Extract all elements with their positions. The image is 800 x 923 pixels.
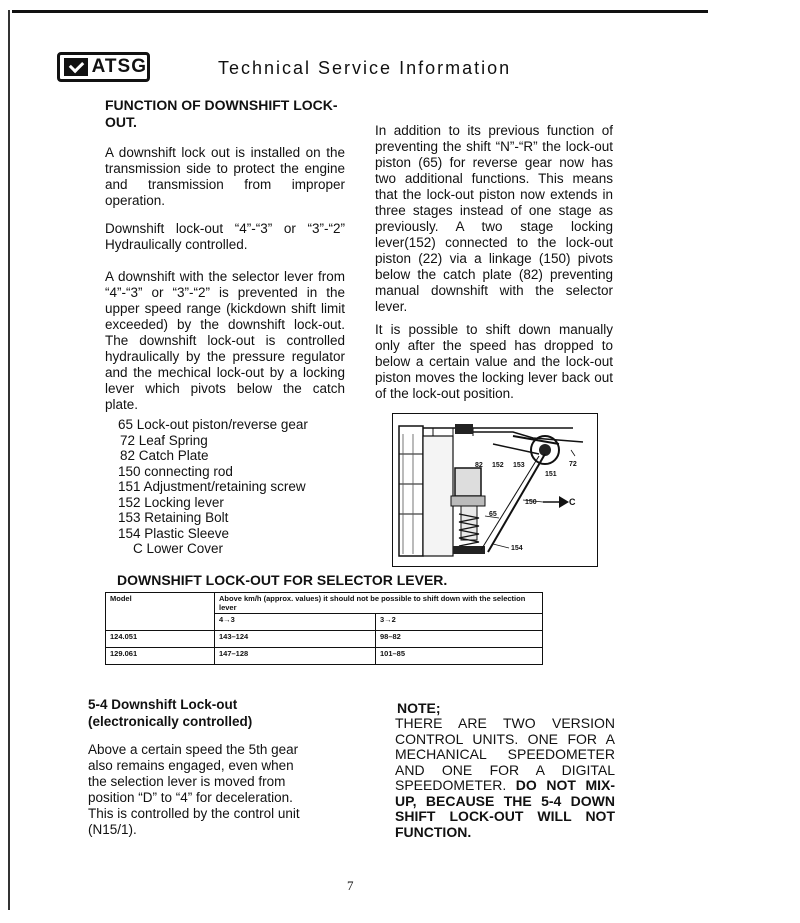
paragraph: In addition to its previous function of preventing the shift “N”-“R” the lock-out piston (65) for reverse gear now has two additional functions. This means that the lock-out piston now extends in three stages instead of one stage as previously. A two stage locking lever(152) connected to the lock-out piston (22) via a linkage (150) pivots below the catch plate (82) preventing manual downshift with the selector lever. [375,123,613,314]
diagram-label-154: 154 [511,545,523,552]
logo-text: ATSG [91,56,147,77]
table-header-model: Model [106,593,215,631]
lockout-diagram-drawing [393,414,597,566]
legend-item: 82 Catch Plate [120,448,209,463]
paragraph: A downshift with the selector lever from “4”-“3” or “3”-“2” is prevented in the upper speed range (kickdown shift limit exceeded) by the downshift lock-out. The downshift lock-out is controlled hydraulically by the pressure regulator and the mechical lock-out by a locking lever which pivots below the catch plate. [105,269,345,412]
legend-item: 153 Retaining Bolt [118,510,229,525]
table-cell-4-3: 147–128 [215,648,376,665]
diagram-label-152: 152 [492,462,504,469]
table-cell-model: 124.051 [106,631,215,648]
parts-legend [118,417,308,557]
note-body [395,716,615,840]
lockout-diagram [392,413,598,567]
table-subheader-4-3: 4→3 [215,614,376,631]
diagram-label-153: 153 [513,462,525,469]
table-row [106,631,543,648]
page-title: Technical Service Information [218,58,512,78]
diagram-label-72: 72 [569,461,577,468]
page-number: 7 [347,878,354,893]
legend-item: 154 Plastic Sleeve [118,525,230,541]
diagram-label-65: 65 [489,511,497,518]
diagram-label-82: 82 [475,462,483,469]
section-heading [88,696,328,730]
note-text: THERE ARE TWO VERSION CONTROL UNITS. ONE FOR A MECHANICAL SPEEDOMETER AND ONE FOR A DIGITAL SPEEDOMETER. [395,715,615,793]
diagram-label-c: C [569,497,576,507]
legend-item: 152 Locking lever [118,494,224,510]
paragraph: A downshift lock out is installed on the transmission side to protect the engine and transmission from improper operation. [105,145,345,208]
top-rule [12,10,708,13]
legend-item: 151 Adjustment/retaining screw [118,479,306,494]
lockout-table [105,592,543,665]
table-cell-3-2: 101–85 [376,648,543,665]
diagram-label-151: 151 [545,471,557,478]
table-subheader-3-2: 3→2 [376,614,543,631]
table-title: DOWNSHIFT LOCK-OUT FOR SELECTOR LEVER. [117,572,448,588]
table-row [106,593,543,614]
left-margin-rule [8,10,10,910]
legend-item: 65 Lock-out piston/reverse gear [118,417,308,432]
table-row [106,648,543,665]
legend-item: 72 Leaf Spring [120,432,208,448]
section-heading-line: 5-4 Downshift Lock-out [88,697,238,712]
diagram-label-150: 150 [525,499,537,506]
note-warning: DO NOT MIX-UP, BECAUSE THE 5-4 DOWN SHIFT LOCK-OUT WILL NOT FUNCTION. [395,777,615,840]
legend-item: 150 connecting rod [118,463,233,479]
paragraph: Downshift lock-out “4”-“3” or “3”-“2” Hydraulically controlled. [105,221,345,252]
section-heading-line: (electronically controlled) [88,714,253,729]
section-heading: FUNCTION OF DOWNSHIFT LOCK-OUT. [105,97,338,130]
legend-item: C Lower Cover [133,541,224,556]
checkmark-icon [64,58,88,76]
table-cell-4-3: 143–124 [215,631,376,648]
note-heading: NOTE; [397,700,441,716]
atsg-logo [57,52,150,82]
table-header-description: Above km/h (approx. values) it should not be possible to shift down with the selection lever [215,593,543,614]
paragraph: It is possible to shift down manually only after the speed has dropped to below a certain value and the lock-out piston moves the locking lever back out of the lock-out position. [375,322,613,401]
paragraph: Above a certain speed the 5th gear also remains engaged, even when the selection lever is moved from position “D” to “4” for deceleration. This is controlled by the control unit (N15/1). [88,742,300,837]
table-cell-3-2: 98–82 [376,631,543,648]
table-cell-model: 129.061 [106,648,215,665]
